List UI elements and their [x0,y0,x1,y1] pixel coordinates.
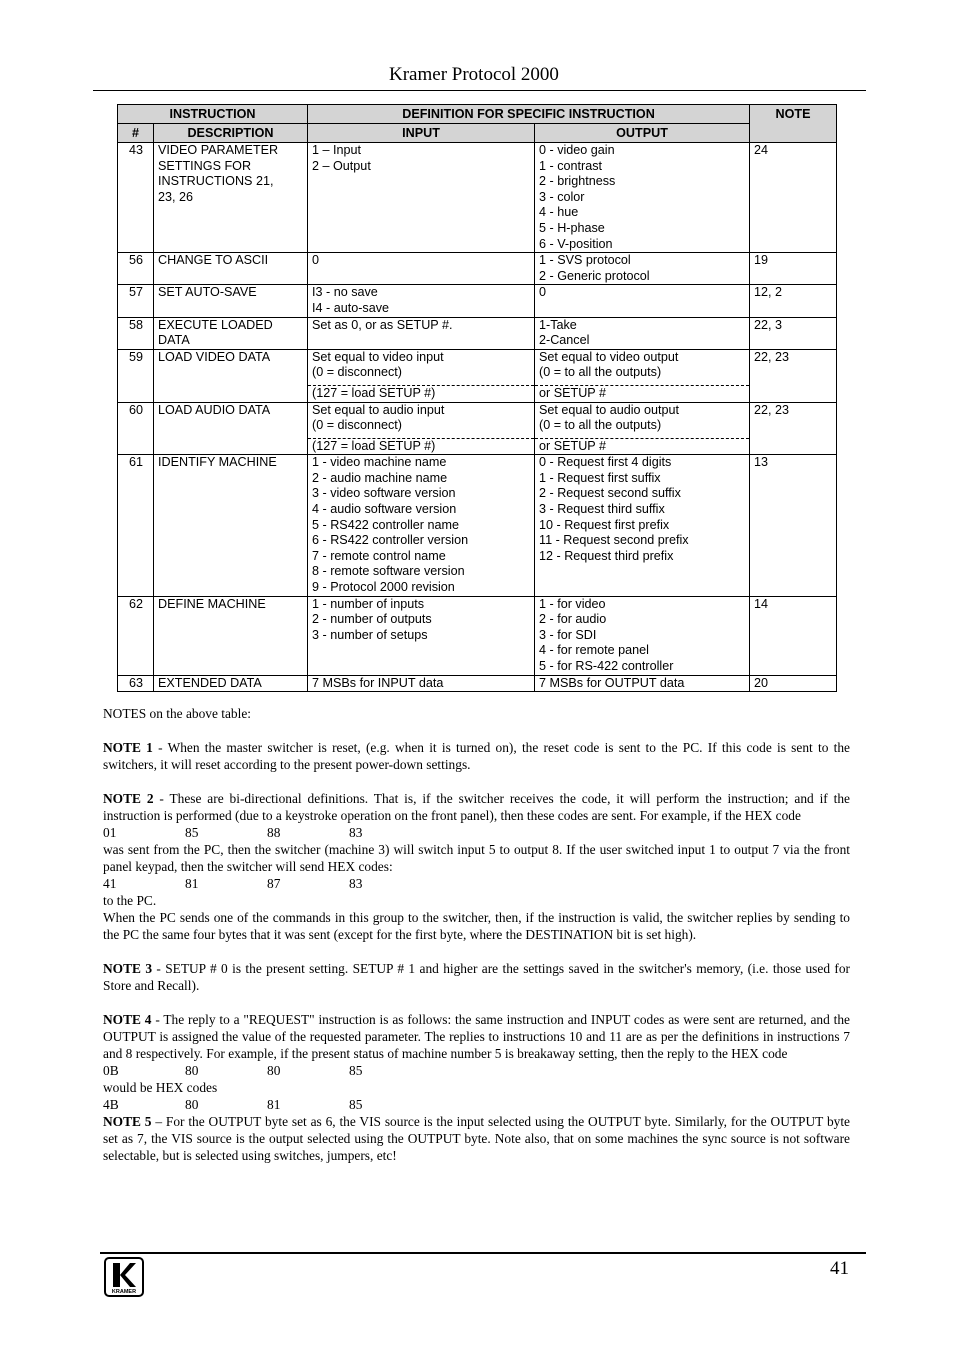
cell-description [154,285,308,317]
table-row [118,349,837,402]
cell-description [154,455,308,596]
logo-wordmark: KRAMER [111,1289,137,1295]
hex-byte: 83 [349,876,363,891]
hex-code-row [103,1096,850,1113]
note-4 [103,1011,850,1062]
hex-byte: 83 [349,825,363,840]
hex-byte: 87 [267,876,281,891]
cell-line: (0 = disconnect) [312,365,402,380]
note-3-text: - SETUP # 0 is the present setting. SETUP # 1 and higher are the settings saved in the switcher's memory, (i.e. those used for Store and Recall). [103,961,850,993]
cell-line: 1 – Input [312,143,362,157]
header-definition: DEFINITION FOR SPECIFIC INSTRUCTION [308,105,750,124]
note-5-label: NOTE 5 [103,1114,152,1129]
note-3-label: NOTE 3 [103,961,153,976]
note-2-label: NOTE 2 [103,791,154,806]
cell-input [308,675,535,692]
cell-description [154,402,308,455]
hex-byte: 0B [103,1063,119,1078]
cell-input [308,317,535,349]
cell-line: SET AUTO-SAVE [158,285,257,300]
cell-line: 4 - for remote panel [539,643,649,658]
cell-line: EXTENDED DATA [158,675,262,690]
hex-byte: 85 [349,1097,363,1112]
cell-line: 2 - number of outputs [312,612,432,627]
table-row [118,455,837,596]
cell-line: I3 - no save [312,285,378,300]
cell-note: 14 [750,596,837,675]
cell-line: Set equal to video input [312,349,444,364]
cell-line: 2-Cancel [539,333,590,348]
cell-line: Set equal to audio input [312,402,445,417]
cell-line: 1 - video machine name [312,455,447,470]
cell-input-extra: (127 = load SETUP #) [308,438,534,455]
cell-line: IDENTIFY MACHINE [158,455,277,470]
cell-line: SETTINGS FOR [158,158,252,173]
cell-line: 7 MSBs for INPUT data [312,675,444,690]
cell-output [535,675,750,692]
table-row [118,402,837,455]
cell-number: 61 [118,455,154,596]
hex-byte: 81 [185,876,199,891]
cell-line: 4 - audio software version [312,502,457,517]
hex-byte: 80 [185,1063,199,1078]
cell-description [154,253,308,285]
cell-note: 13 [750,455,837,596]
cell-output [535,455,750,596]
note-4-label: NOTE 4 [103,1012,152,1027]
note-1-label: NOTE 1 [103,740,153,755]
cell-output [535,317,750,349]
cell-line: 0 [539,285,547,300]
cell-line: 5 - H-phase [539,220,605,235]
cell-line: 2 - Request second suffix [539,486,681,501]
cell-line: 1 - for video [539,596,606,611]
cell-number: 63 [118,675,154,692]
cell-input [308,596,535,675]
cell-output [535,349,750,402]
cell-note: 20 [750,675,837,692]
cell-line: 7 - remote control name [312,548,446,563]
cell-line: DEFINE MACHINE [158,596,266,611]
page-number: 41 [830,1258,849,1279]
hex-byte: 41 [103,876,117,891]
table-row [118,253,837,285]
cell-line: 3 - Request third suffix [539,502,665,517]
note-2-text-2: was sent from the PC, then the switcher (machine 3) will switch input 5 to output 8. If the user switched input 1 to output 7 via the front panel keypad, then the switcher will send HEX codes: [103,842,850,874]
cell-line: 2 - Generic protocol [539,268,650,283]
notes-section [103,705,850,1164]
cell-line: 7 MSBs for OUTPUT data [539,675,685,690]
kramer-logo-icon [106,1259,142,1295]
cell-line: 5 - RS422 controller name [312,517,459,532]
cell-line: 0 [312,253,320,268]
cell-line: Set equal to audio output [539,402,680,417]
cell-description [154,349,308,402]
cell-line: INSTRUCTIONS 21, [158,174,274,189]
cell-line: 6 - RS422 controller version [312,533,469,548]
cell-line: 1-Take [539,317,577,332]
cell-line: 11 - Request second prefix [539,533,689,548]
cell-line: I4 - auto-save [312,300,390,315]
note-5 [103,1113,850,1164]
hex-byte: 88 [267,825,281,840]
hex-byte: 4B [103,1097,119,1112]
cell-input [308,455,535,596]
cell-line: 8 - remote software version [312,564,465,579]
hex-byte: 80 [267,1063,281,1078]
note-1-text: - When the master switcher is reset, (e.g. when it is turned on), the reset code is sent to the PC. If this code is sent to the switchers, it will reset according to the present power-down settings. [103,740,850,772]
cell-note: 19 [750,253,837,285]
cell-line: EXECUTE LOADED [158,317,273,332]
cell-note: 12, 2 [750,285,837,317]
cell-line: 3 - number of setups [312,627,428,642]
cell-description [154,317,308,349]
cell-line: 2 – Output [312,158,371,173]
hex-byte: 80 [185,1097,199,1112]
cell-number: 58 [118,317,154,349]
note-2-text: - These are bi-directional definitions. That is, if the switcher receives the code, it will perform the instruction; and if the instruction is performed (due to a keystroke operation on the front panel), then these codes are sent. For example, if the HEX code [103,791,850,823]
cell-line: VIDEO PARAMETER [158,143,279,157]
cell-line: 1 - SVS protocol [539,253,631,268]
note-4-text: - The reply to a "REQUEST" instruction is as follows: the same instruction and INPUT codes as were sent are returned, and the OUTPUT is assigned the value of the requested parameter. The replies to instructions 10 and 11 are as per the definitions in instructions 7 and 8 respectively. For example, if the present status of machine number 5 is breakaway setting, then the reply to the HEX code [103,1012,850,1061]
page-header-title: Kramer Protocol 2000 [389,64,559,85]
note-2 [103,790,850,824]
cell-line: CHANGE TO ASCII [158,253,269,268]
hex-byte: 85 [349,1063,363,1078]
footer-rule [100,1252,866,1254]
cell-line: 6 - V-position [539,236,613,251]
cell-output-extra: or SETUP # [535,385,749,402]
note-4-text-2: would be HEX codes [103,1080,218,1095]
cell-line: Set as 0, or as SETUP #. [312,317,453,332]
hex-code-row [103,824,850,841]
hex-byte: 85 [185,825,199,840]
hex-code-row [103,875,850,892]
hex-byte: 81 [267,1097,281,1112]
cell-number: 59 [118,349,154,402]
header-input: INPUT [308,124,535,143]
note-1 [103,739,850,773]
cell-line: 2 - brightness [539,174,616,189]
cell-output [535,143,750,253]
table-body [118,143,837,692]
cell-line: (0 = disconnect) [312,418,402,433]
cell-line: 4 - hue [539,205,579,220]
cell-line: 0 - Request first 4 digits [539,455,672,470]
header-num: # [118,124,154,143]
cell-line: LOAD VIDEO DATA [158,349,271,364]
table-row [118,675,837,692]
table-row [118,285,837,317]
header-instruction: INSTRUCTION [118,105,308,124]
cell-output [535,285,750,317]
cell-line: 23, 26 [158,189,194,204]
cell-line: DATA [158,333,190,348]
note-2-text-4: When the PC sends one of the commands in this group to the switcher, then, if the instruction is valid, the switcher replies by sending to the PC the same four bytes that it was sent (except for the first byte, where the DESTINATION bit is set high). [103,910,850,942]
note-5-text: – For the OUTPUT byte set as 6, the VIS source is the input selected using the OUTPUT byte. Similarly, for the OUTPUT byte set as 7, the VIS source is the output selected using the OUTPUT byte. Note also, that on some machines the sync source is not software selectable, but is selected using switches, jumpers, etc! [103,1114,850,1163]
cell-description [154,596,308,675]
cell-line: (0 = to all the outputs) [539,365,662,380]
cell-output [535,402,750,455]
cell-note: 22, 3 [750,317,837,349]
cell-output [535,596,750,675]
table-row [118,143,837,253]
cell-line: (0 = to all the outputs) [539,418,662,433]
cell-note: 22, 23 [750,349,837,402]
cell-output-extra: or SETUP # [535,438,749,455]
header-rule [93,90,866,91]
cell-line: 3 - for SDI [539,627,597,642]
cell-line: 10 - Request first prefix [539,517,670,532]
cell-output [535,253,750,285]
cell-line: 2 - for audio [539,612,607,627]
cell-input [308,285,535,317]
notes-intro: NOTES on the above table: [103,706,252,721]
cell-note: 22, 23 [750,402,837,455]
hex-byte: 01 [103,825,117,840]
header-description: DESCRIPTION [154,124,308,143]
cell-line: 9 - Protocol 2000 revision [312,580,455,595]
cell-line: 0 - video gain [539,143,615,157]
kramer-logo [104,1257,144,1297]
cell-description [154,675,308,692]
table-row [118,596,837,675]
cell-line: 3 - video software version [312,486,456,501]
cell-note: 24 [750,143,837,253]
cell-number: 56 [118,253,154,285]
note-3 [103,960,850,994]
cell-line: 1 - contrast [539,158,602,173]
instruction-table [117,104,837,692]
cell-input [308,253,535,285]
cell-line: LOAD AUDIO DATA [158,402,271,417]
cell-number: 62 [118,596,154,675]
note-2-text-3: to the PC. [103,893,157,908]
cell-line: 1 - Request first suffix [539,470,661,485]
cell-input-extra: (127 = load SETUP #) [308,385,534,402]
cell-line: 1 - number of inputs [312,596,425,611]
cell-line: 5 - for RS-422 controller [539,659,674,673]
cell-line: 12 - Request third prefix [539,548,674,563]
header-output: OUTPUT [535,124,750,143]
cell-line: Set equal to video output [539,349,679,364]
cell-line: 2 - audio machine name [312,470,448,485]
cell-line: 3 - color [539,189,585,204]
cell-input [308,349,535,402]
cell-input [308,402,535,455]
cell-input [308,143,535,253]
cell-number: 57 [118,285,154,317]
hex-code-row [103,1062,850,1079]
table-row [118,317,837,349]
cell-description [154,143,308,253]
cell-number: 43 [118,143,154,253]
header-note: NOTE [750,105,837,143]
cell-number: 60 [118,402,154,455]
